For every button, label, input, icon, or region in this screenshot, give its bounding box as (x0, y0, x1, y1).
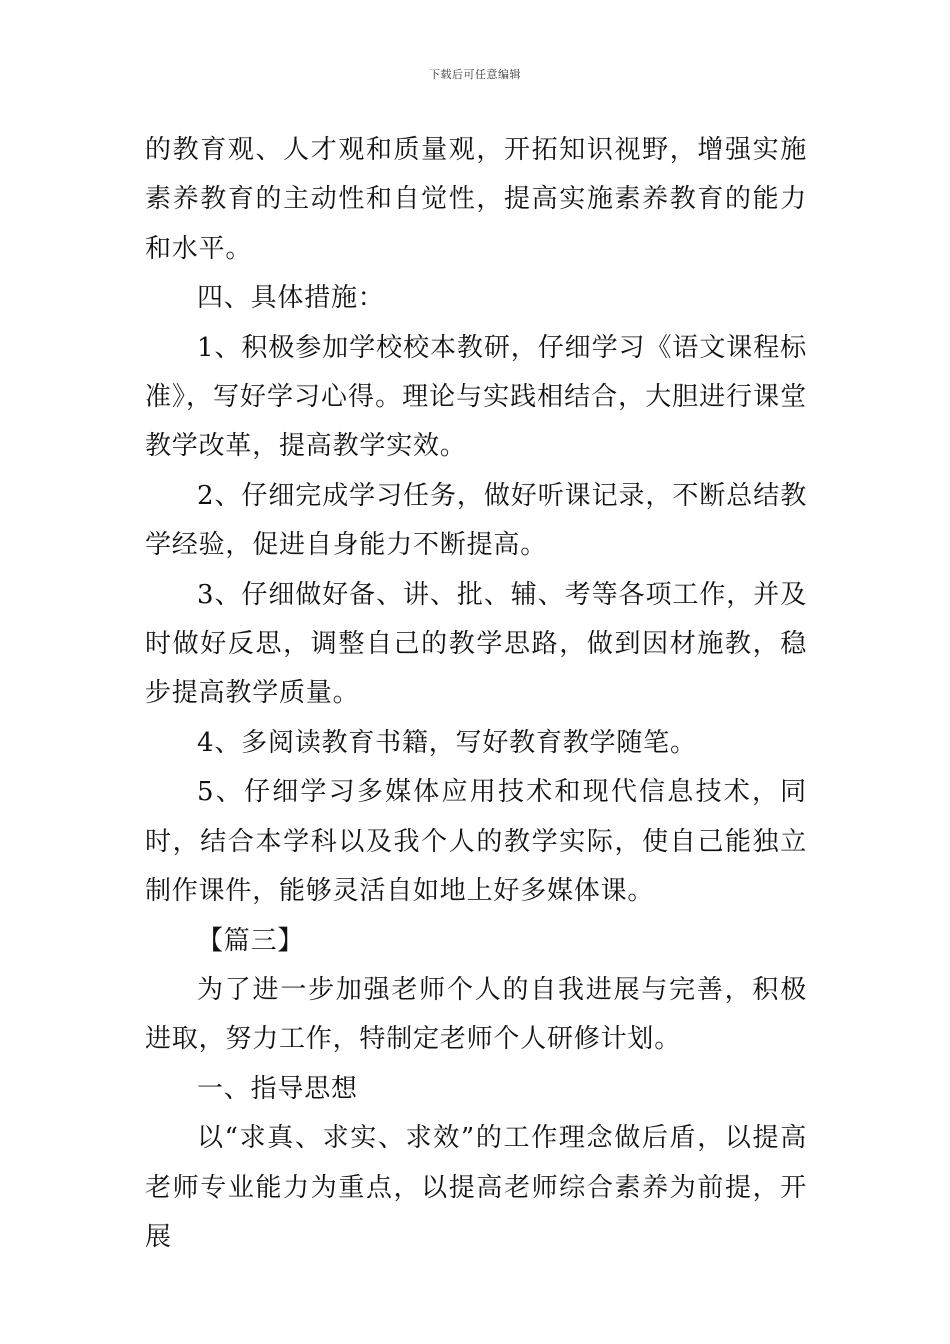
measure-item-2: 2、仔细完成学习任务，做好听课记录，不断总结教学经验，促进自身能力不断提高。 (145, 480, 807, 561)
intro-paragraph: 为了进一步加强老师个人的自我进展与完善，积极进取，努力工作，特制定老师个人研修计划。 (145, 974, 807, 1055)
section-heading-measures: 四、具体措施： (197, 283, 385, 314)
measure-item-5: 5、仔细学习多媒体应用技术和现代信息技术，同时，结合本学科以及我个人的教学实际，使自己能独立制作课件，能够灵活自如地上好多媒体课。 (145, 777, 807, 907)
document-body (145, 126, 807, 1262)
measure-item-4: 4、多阅读教育书籍，写好教育教学随笔。 (197, 727, 697, 758)
measure-item-3: 3、仔细做好备、讲、批、辅、考等各项工作，并及时做好反思，调整自己的教学思路，做到因材施教，稳步提高教学质量。 (145, 579, 807, 709)
part-heading: 【篇三】 (197, 925, 305, 956)
paragraph-continuation: 的教育观、人才观和质量观，开拓知识视野，增强实施素养教育的主动性和自觉性，提高实施素养教育的能力和水平。 (145, 135, 807, 264)
measure-item-1: 1、积极参加学校校本教研，仔细学习《语文课程标准》，写好学习心得。理论与实践相结合，大胆进行课堂教学改革，提高教学实效。 (145, 332, 807, 462)
guiding-thought-paragraph: 以“求真、求实、求效”的工作理念做后盾，以提高老师专业能力为重点，以提高老师综合素养为前提，开展 (145, 1123, 807, 1252)
section-heading-guiding-thought: 一、指导思想 (197, 1073, 358, 1104)
page-header: 下载后可任意编辑 (429, 68, 521, 81)
